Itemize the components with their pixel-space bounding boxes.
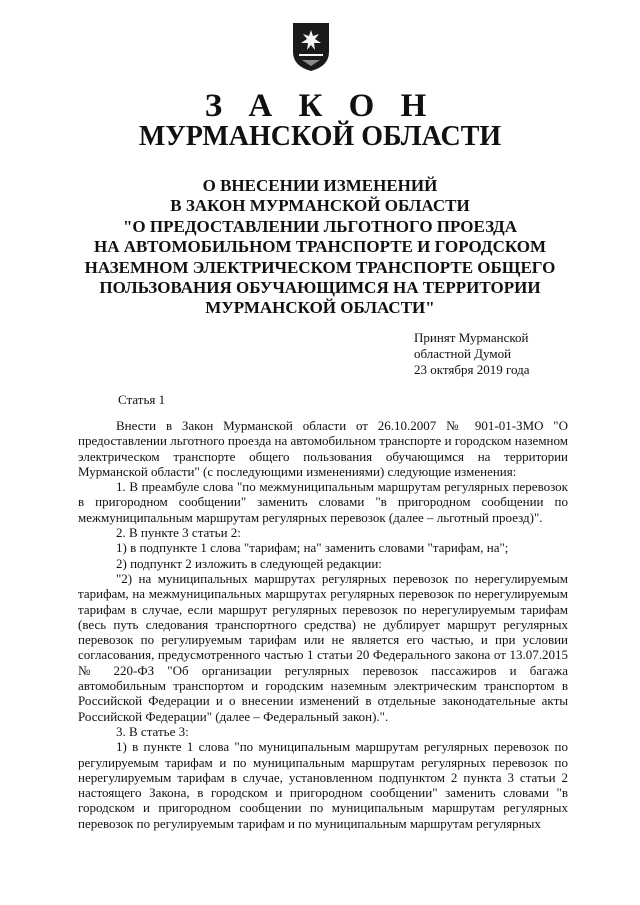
article-heading: Статья 1	[118, 392, 166, 407]
subject-line: О ВНЕСЕНИИ ИЗМЕНЕНИЙ	[202, 176, 438, 195]
paragraph: 1) в подпункте 1 слова "тарифам; на" заменить словами "тарифам, на";	[116, 540, 509, 556]
adoption-line: Принят Мурманской	[414, 330, 529, 345]
coat-of-arms-icon	[292, 22, 330, 72]
paragraph: 3. В статье 3:	[116, 723, 189, 739]
adoption-date: 23 октября 2019 года	[414, 362, 530, 377]
paragraph: "2) на муниципальных маршрутах регулярных перевозок по нерегулируемым тарифам, на межмуниципальных маршрутах регулярных перевозок по нерегулируемым тарифам в случае, если маршрут регулярных перевозок по нерегулируемым тарифам (весь путь следования транспортного средства) не дублирует маршрут регулярных перевозок по регулируемым тарифам или не является его частью, и при условии согласования, предусмотренного частью 1 статьи 20 Федерального закона от 13.07.2015 № 220-ФЗ "Об организации регулярных перевозок пассажиров и багажа автомобильным транспортом и городским наземным электрическим транспортом в Российской Федерации и о внесении изменений в отдельные законодательные акты Российской Федерации" (далее – Федеральный закон).".	[78, 570, 568, 724]
subject-line: МУРМАНСКОЙ ОБЛАСТИ"	[205, 298, 435, 318]
paragraph: 1. В преамбуле слова "по межмуниципальным маршрутам регулярных перевозок в пригородном сообщении" заменить словами "в пригородном сообщении по межмуниципальным маршрутам регулярных перевозок (далее – льготный проезд)".	[78, 479, 568, 525]
subject-line: "О ПРЕДОСТАВЛЕНИИ ЛЬГОТНОГО ПРОЕЗДА	[122, 216, 517, 236]
paragraph: 1) в пункте 1 слова "по муниципальным маршрутам регулярных перевозок по регулируемым тарифам и по муниципальным маршрутам регулярных перевозок по нерегулируемым тарифам в случае, установленном подпунктом 2 пункта 3 статьи 2 настоящего Закона, в городском и пригородном сообщении" заменить словами "в городском и пригородном сообщении по муниципальным маршрутам регулярных перевозок по регулируемым тарифам и по муниципальным маршрутам регулярных	[78, 739, 568, 831]
subject-line: НА АВТОМОБИЛЬНОМ ТРАНСПОРТЕ И ГОРОДСКОМ	[93, 237, 547, 257]
paragraph: 2) подпункт 2 изложить в следующей редакции:	[116, 555, 382, 571]
adoption-line: областной Думой	[414, 346, 512, 361]
article-body	[78, 418, 568, 831]
adoption-note	[414, 330, 604, 378]
subject-line: ПОЛЬЗОВАНИЯ ОБУЧАЮЩИМСЯ НА ТЕРРИТОРИИ	[99, 278, 541, 298]
subject-line: В ЗАКОН МУРМАНСКОЙ ОБЛАСТИ	[170, 196, 470, 216]
law-heading: З А К О Н	[204, 88, 436, 124]
subject-line: НАЗЕМНОМ ЭЛЕКТРИЧЕСКОМ ТРАНСПОРТЕ ОБЩЕГО	[84, 257, 556, 277]
paragraph: 2. В пункте 3 статьи 2:	[116, 525, 241, 541]
paragraph: Внести в Закон Мурманской области от 26.10.2007 № 901-01-ЗМО "О предоставлении льготного проезда на автомобильном транспорте и городском наземном электрическом транспорте общего пользования обучающимся на территории Мурманской области" (с последующими изменениями) следующие изменения:	[78, 418, 568, 479]
region-heading: МУРМАНСКОЙ ОБЛАСТИ	[138, 121, 502, 152]
law-subject-title	[0, 176, 640, 319]
